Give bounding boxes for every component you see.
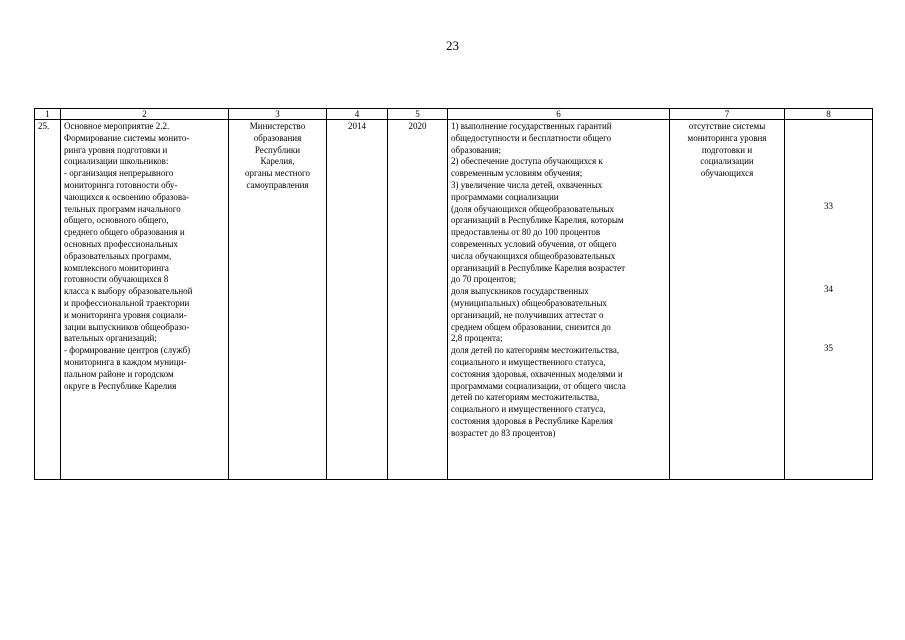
year-end-cell: 2020: [388, 120, 448, 480]
text-line: органы местного: [245, 168, 310, 179]
consequences-cell: [670, 120, 785, 480]
text-line: подготовки и: [701, 144, 753, 155]
indicator-link-34: 34: [824, 283, 833, 294]
year-start-cell: 2014: [327, 120, 388, 480]
text-line: - формирование центров (служб): [64, 345, 191, 356]
text-line: мониторинга готовности обу-: [64, 179, 178, 190]
text-line: образования: [253, 132, 302, 143]
header-cell-8: 8: [785, 109, 873, 120]
text-line: современных условий обучения, от общего: [451, 238, 617, 249]
text-line: мониторинга в каждом муници-: [64, 356, 187, 367]
text-line: зации выпускников общеобразо-: [64, 321, 190, 332]
text-line: и профессиональной траектории: [64, 297, 190, 308]
text-line: социального и имущественного статуса,: [451, 356, 606, 367]
text-line: Карелия,: [260, 156, 295, 167]
results-cell: [448, 120, 670, 480]
text-line: тельных программ начального: [64, 203, 181, 214]
header-cell-6: 6: [448, 109, 670, 120]
text-line: ринга уровня подготовки и: [64, 144, 168, 155]
text-line: современным условиям обучения;: [451, 168, 583, 179]
text-line: до 70 процентов;: [451, 274, 517, 285]
text-line: организаций, не получивших аттестат о: [451, 309, 604, 320]
text-line: готовности обучающихся 8: [64, 274, 169, 285]
text-line: числа обучающихся общеобразовательных: [451, 250, 616, 261]
indicator-link-33: 33: [824, 201, 833, 211]
row-number: 25.: [35, 120, 61, 480]
header-cell-7: 7: [670, 109, 785, 120]
text-line: среднем общем образовании, снизится до: [451, 321, 611, 332]
indicator-link-35: 35: [824, 342, 833, 353]
text-line: образования;: [451, 144, 501, 155]
text-line: мониторинга уровня: [687, 132, 767, 143]
text-line: (муниципальных) общеобразовательных: [451, 297, 607, 308]
indicator-links-cell: [785, 120, 873, 480]
text-line: образовательных программ,: [64, 250, 172, 261]
text-line: общедоступности и бесплатности общего: [451, 132, 612, 143]
text-line: организаций в Республике Карелия возрастет: [451, 262, 626, 273]
text-line: 2) обеспечение доступа обучающихся к: [451, 156, 603, 167]
executor-cell: [229, 120, 327, 480]
text-line: отсутствие системы: [688, 121, 766, 131]
header-cell-5: 5: [388, 109, 448, 120]
text-line: самоуправления: [246, 179, 309, 190]
text-line: состояния здоровья, охваченных моделями и: [451, 368, 623, 379]
text-line: среднего общего образования и: [64, 227, 185, 238]
text-line: состояния здоровья в Республике Карелия: [451, 415, 613, 426]
activity-cell: [61, 120, 229, 480]
text-line: Министерство: [249, 121, 306, 131]
text-line: социализации школьников:: [64, 156, 169, 167]
text-line: доля выпускников государственных: [451, 286, 589, 297]
text-line: обучающихся: [700, 168, 754, 179]
text-line: - организация непрерывного: [64, 168, 174, 179]
table-row: [35, 120, 873, 480]
header-cell-2: 2: [61, 109, 229, 120]
text-line: 3) увеличение числа детей, охваченных: [451, 179, 603, 190]
text-line: Основное мероприятие 2.2.: [64, 121, 170, 131]
text-line: Республики: [254, 144, 301, 155]
program-table: [34, 108, 873, 480]
text-line: Формирование системы монито-: [64, 132, 190, 143]
text-line: организаций в Республике Карелия, которым: [451, 215, 624, 226]
text-line: комплексного мониторинга: [64, 262, 169, 273]
text-line: округе в Республике Карелия: [64, 380, 177, 391]
text-line: программами социализации, от общего числа: [451, 380, 626, 391]
text-line: социализации: [700, 156, 754, 167]
page-number: 23: [446, 38, 459, 53]
text-line: возрастет до 83 процентов): [451, 427, 556, 438]
text-line: и мониторинга уровня социали-: [64, 309, 187, 320]
header-cell-3: 3: [229, 109, 327, 120]
text-line: пальном районе и городском: [64, 368, 174, 379]
header-cell-4: 4: [327, 109, 388, 120]
text-line: 1) выполнение государственных гарантий: [451, 121, 612, 131]
text-line: доля детей по категориям местожительства,: [451, 345, 620, 356]
text-line: программами социализации: [451, 191, 559, 202]
text-line: детей по категориям местожительства,: [451, 392, 600, 403]
text-line: общего, основного общего,: [64, 215, 169, 226]
header-row: [35, 109, 873, 120]
header-cell-1: 1: [35, 109, 61, 120]
text-line: вательных организаций;: [64, 333, 157, 344]
text-line: основных профессиональных: [64, 238, 178, 249]
text-line: чающихся к освоению образова-: [64, 191, 190, 202]
text-line: социального и имущественного статуса,: [451, 404, 606, 415]
text-line: 2,8 процента;: [451, 333, 503, 344]
text-line: (доля обучающихся общеобразовательных: [451, 203, 615, 214]
text-line: предоставлены от 80 до 100 процентов: [451, 227, 601, 238]
text-line: класса к выбору образовательной: [64, 286, 193, 297]
